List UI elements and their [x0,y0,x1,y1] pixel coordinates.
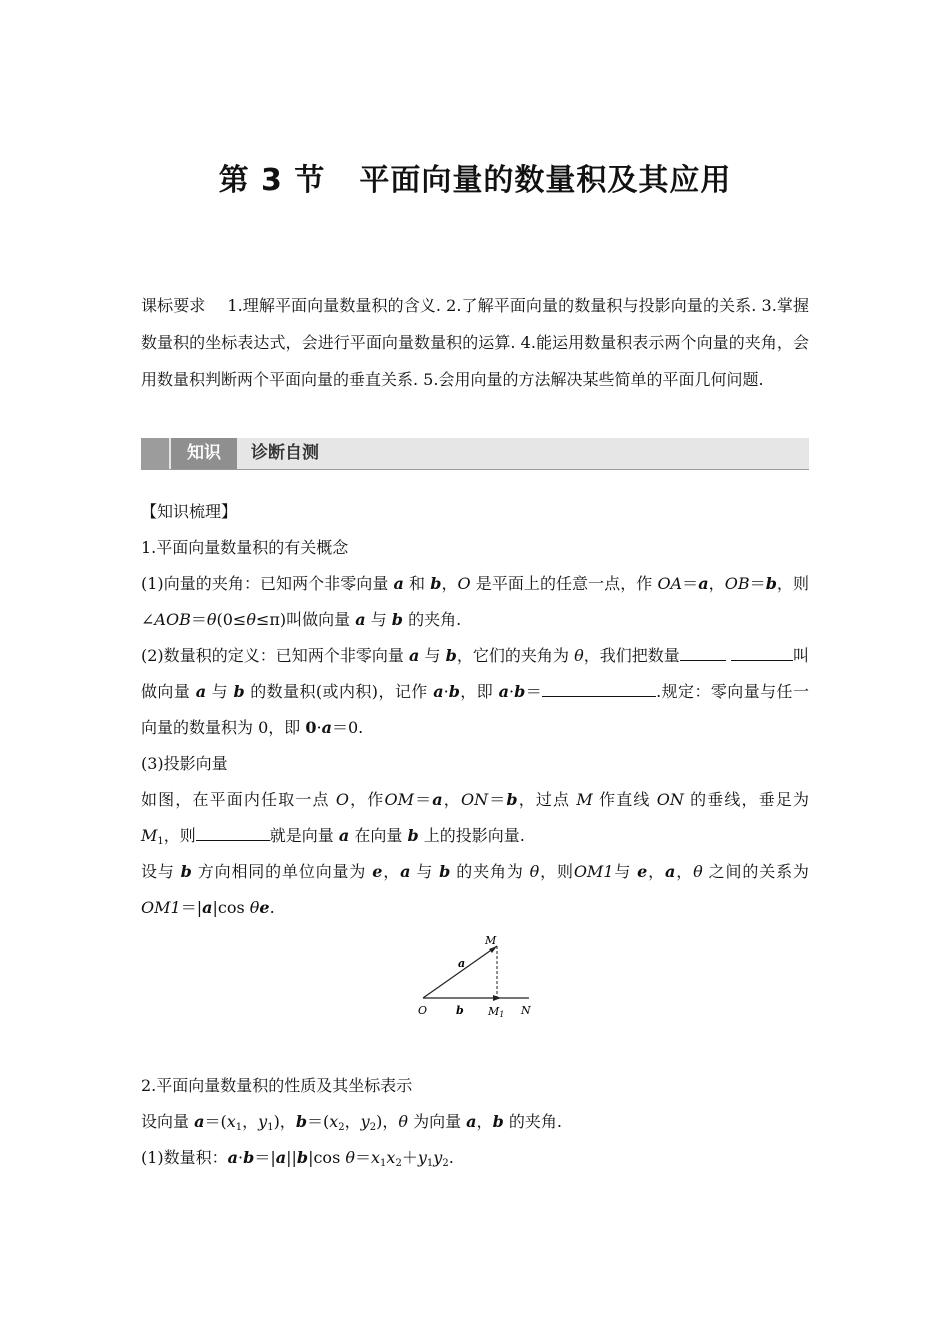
label-m1-main: M [488,1005,500,1018]
requirements-label: 课标要求 [141,296,206,315]
curriculum-requirements [141,287,809,398]
section-name: 平面向量的数量积及其应用 [359,163,732,198]
label-m1-sub: 1 [499,1010,505,1019]
section-banner [141,438,809,470]
projection-text: 如图，在平面内任取一点 O，作OM＝a，ON＝b，过点 M 作直线 ON 的垂线，垂足为 $M_1$，则 就是向量 a 在向量 b 上的投影向量. [141,790,809,847]
knowledge-heading: 【知识梳理】 [141,502,238,521]
section-number: 第 3 节 [218,163,326,198]
main-content [141,494,809,1176]
angle-definition: (1)向量的夹角：已知两个非零向量 a 和 b，O 是平面上的任意一点，作 OA＝a，OB＝b，则∠AOB＝θ(0≤θ≤π)叫做向量 a 与 b 的夹角. [141,574,809,629]
banner-tab: 知识 [171,438,237,469]
page-title [0,155,950,199]
projection-figure [141,926,809,1068]
label-o: O [418,1004,428,1017]
label-a: a [458,957,466,970]
section1-heading: 1.平面向量数量积的有关概念 [141,538,349,557]
label-b: b [456,1004,464,1017]
projection-relation: 设与 b 方向相同的单位向量为 e，a 与 b 的夹角为 θ，则OM1与 e，a，θ 之间的关系为OM1＝|a|cos θe. [141,862,809,917]
requirements-text: 1.理解平面向量数量积的含义. 2.了解平面向量的数量积与投影向量的关系. 3.掌握数量积的坐标表达式，会进行平面向量数量积的运算. 4.能运用数量积表示两个向量的夹角，会用数量积判断两个平面向量的垂直关系. 5.会用向量的方法解决某些简单的平面几何问题. [141,296,809,389]
projection-diagram [411,934,541,1024]
dot-product-formula: (1)数量积：a·b＝|a||b|cos $\theta=x_1x_2+y_1y_2$. [141,1148,454,1169]
label-n: N [521,1004,531,1017]
section2-heading: 2.平面向量数量积的性质及其坐标表示 [141,1076,413,1095]
vector-a-line [423,946,497,998]
coordinate-setup: 设向量 $a=(x_1$，$y_1$)，$b=(x_2$，$y_2$)，θ 为向量 a，b 的夹角. [141,1112,562,1133]
banner-lead-block [141,438,169,469]
label-m1 [487,1005,504,1019]
banner-title: 诊断自测 [251,443,319,463]
vector-b-arrowhead [493,995,501,1001]
dot-product-definition: (2)数量积的定义：已知两个非零向量 a 与 b，它们的夹角为 θ，我们把数量 叫做向量 a 与 b 的数量积(或内积)，记作 a·b，即 a·b＝ .规定：零向量与任一向量的数量积为 0，即 0·a＝0. [141,646,809,737]
projection-heading: (3)投影向量 [141,754,228,773]
vector-a-arrowhead [489,946,497,953]
label-m: M [485,934,497,947]
